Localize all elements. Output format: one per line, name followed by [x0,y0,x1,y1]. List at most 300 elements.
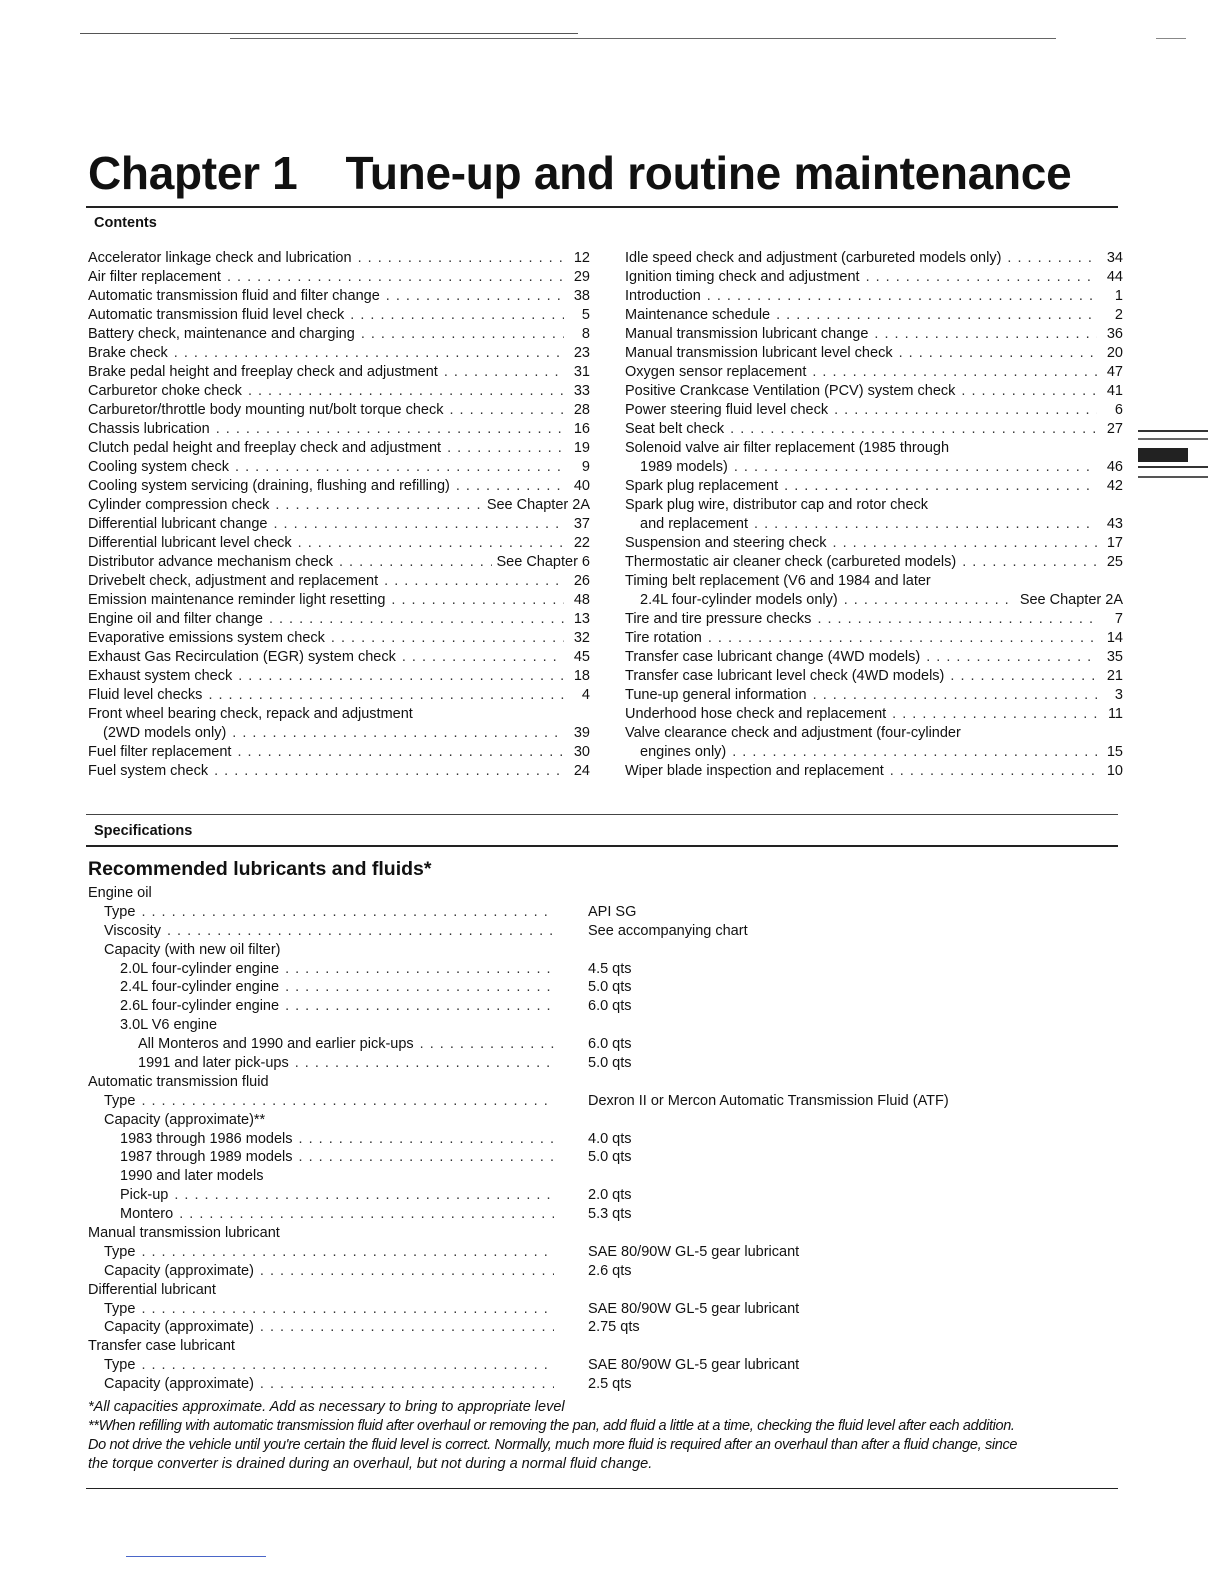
contents-entry-page: 29 [573,269,590,285]
dot-leader [299,1149,554,1165]
dot-leader [812,363,1097,382]
spec-row [88,942,788,961]
contents-entry [625,686,1123,705]
contents-entry-page: 44 [1106,269,1123,285]
contents-entry-title: Tire and tire pressure checks [625,611,812,627]
dot-leader [260,1376,554,1392]
contents-entry [625,610,1123,629]
contents-entry-page: 17 [1106,535,1123,551]
spec-row [88,1168,788,1187]
spec-label: 2.6L four-cylinder engine [120,998,280,1015]
contents-entry-title: Fuel filter replacement [88,744,232,760]
spec-label: 1991 and later pick-ups [138,1055,289,1072]
spec-value: 5.0 qts [588,1055,632,1072]
contents-entry-title: Brake pedal height and freeplay check and adjustment [88,364,438,380]
contents-entry-title: Cylinder compression check [88,497,270,513]
spec-label: Capacity (approximate) [104,1262,254,1279]
dot-leader [834,401,1097,420]
spec-row [88,1131,788,1150]
contents-entry-title: Engine oil and filter change [88,611,263,627]
contents-entry-page: 47 [1106,364,1123,380]
dot-leader [275,496,482,515]
dot-leader [449,401,564,420]
spec-label: 1987 through 1989 models [120,1149,293,1166]
contents-entry [88,382,590,401]
dot-leader [950,667,1097,686]
contents-entry-title: Tune-up general information [625,687,807,703]
contents-entry [625,249,1123,268]
contents-entry [625,553,1123,572]
contents-entry-page: 46 [1106,459,1123,475]
spec-value: 4.5 qts [588,960,632,977]
spec-value: 2.0 qts [588,1187,632,1204]
note-atf-refill-line-3: the torque converter is drained during an overhaul, but not during a normal fluid change. [88,1456,653,1472]
spec-row [88,1300,800,1320]
dot-leader [833,534,1097,553]
dot-leader [141,1357,554,1373]
contents-entry [88,344,590,363]
contents-entry-page: 22 [573,535,590,551]
contents-entry-page: 3 [1114,687,1123,703]
contents-entry-title: Cooling system servicing (draining, flushing and refilling) [88,478,450,494]
contents-entry [625,705,1123,724]
spec-row [88,1263,788,1282]
contents-entry-title: Fluid level checks [88,687,203,703]
spec-row [88,1017,788,1036]
chapter-name: Tune-up and routine maintenance [345,147,1072,199]
dot-leader [874,325,1097,344]
dot-leader [707,287,1097,306]
dot-leader [732,743,1097,762]
contents-entry-page: 4 [581,687,590,703]
dot-leader [285,998,554,1014]
spec-value: SAE 80/90W GL-5 gear lubricant [588,1300,800,1317]
contents-entry [88,572,590,591]
dot-leader [208,686,564,705]
spec-row [88,1338,788,1357]
note-atf-refill-line-1: **When refilling with automatic transmission fluid after overhaul or removing the pan, add fluid a little at a time, checking the fluid level after each addition. [88,1418,1015,1434]
bottom-scan-line [126,1556,266,1557]
contents-entry-page: 6 [1114,402,1123,418]
dot-leader [420,1036,554,1052]
dot-leader [730,420,1097,439]
dot-leader [237,743,564,762]
contents-entry-title: and replacement [640,516,749,532]
dot-leader [962,553,1097,572]
spec-label: 2.0L four-cylinder engine [120,960,280,977]
contents-entry [625,762,1123,781]
contents-entry [625,268,1123,287]
specifications-notes [88,1398,1124,1474]
contents-entry-page: 14 [1106,630,1123,646]
contents-entry-title: Carburetor/throttle body mounting nut/bolt torque check [88,402,444,418]
dot-leader [214,762,564,781]
contents-entry-title: Brake check [88,345,168,361]
chapter-number: Chapter 1 [88,147,298,199]
spec-row [88,1206,788,1225]
contents-entry [625,667,1123,686]
contents-entry-page: 5 [581,307,590,323]
dot-leader [1007,249,1097,268]
chapter-rule [86,206,1118,208]
spec-label: 3.0L V6 engine [120,1017,218,1034]
contents-entry-page: 7 [1114,611,1123,627]
specs-heading-rule [86,845,1118,847]
contents-entry-page: 48 [573,592,590,608]
contents-entry-title: Front wheel bearing check, repack and adjustment [88,706,413,722]
dot-leader [141,904,554,920]
dot-leader [141,1301,554,1317]
contents-entry [88,287,590,306]
dot-leader [350,306,564,325]
dot-leader [776,306,1097,325]
contents-entry-title: Manual transmission lubricant change [625,326,869,342]
contents-entry-title: Distributor advance mechanism check [88,554,333,570]
spec-row [88,1112,788,1131]
spec-label: 1983 through 1986 models [120,1130,293,1147]
contents-entry-title: Cooling system check [88,459,230,475]
dot-leader [734,458,1097,477]
contents-entry-title: Automatic transmission fluid and filter change [88,288,380,304]
contents-entry-title: Carburetor choke check [88,383,242,399]
spec-row [88,1376,788,1395]
contents-entry [625,648,1123,667]
dot-leader [227,268,564,287]
contents-entry-page: 21 [1106,668,1123,684]
contents-entry-page: 2 [1114,307,1123,323]
dot-leader [174,344,564,363]
spec-value: 2.6 qts [588,1262,632,1279]
spec-value: API SG [588,903,637,920]
contents-entry-title: Chassis lubrication [88,421,210,437]
spec-label: Engine oil [88,885,152,901]
dot-leader [238,667,564,686]
dot-leader [358,249,564,268]
dot-leader [866,268,1097,287]
dot-leader [141,1244,554,1260]
contents-entry-title: engines only) [640,744,727,760]
contents-entry [88,306,590,325]
contents-entry [88,477,590,496]
contents-entry-title: Transfer case lubricant level check (4WD models) [625,668,945,684]
contents-entry-title: Transfer case lubricant change (4WD models) [625,649,921,665]
contents-entry-page: 1 [1114,288,1123,304]
dot-leader [174,1187,554,1203]
bottom-rule [86,1488,1118,1489]
dot-leader [273,515,564,534]
contents-entry [625,629,1123,648]
dot-leader [299,1131,554,1147]
contents-entry [625,382,1123,401]
contents-entry-title: Manual transmission lubricant level check [625,345,893,361]
contents-entry [88,553,590,572]
spec-value: 6.0 qts [588,1036,632,1053]
contents-entry-page: 45 [573,649,590,665]
contents-entry [625,325,1123,344]
spec-label: Capacity (approximate) [104,1376,254,1393]
specifications-heading: Specifications [94,823,193,839]
dot-leader [926,648,1097,667]
dot-leader [232,724,564,743]
contents-entry-page: 27 [1106,421,1123,437]
contents-entry [88,420,590,439]
contents-entry-title: Air filter replacement [88,269,221,285]
contents-entry-title: Fuel system check [88,763,209,779]
contents-entry-page: 8 [581,326,590,342]
spec-label: Viscosity [104,922,161,939]
contents-entry [88,629,590,648]
specs-top-rule [86,814,1118,815]
contents-entry-title: Wiper blade inspection and replacement [625,763,884,779]
top-rule-middle [230,38,1056,39]
spec-label: Type [104,1357,136,1374]
spec-value: 2.5 qts [588,1376,632,1393]
contents-entry-title: Thermostatic air cleaner check (carbureted models) [625,554,957,570]
contents-entry-page: 31 [573,364,590,380]
spec-row [88,998,788,1017]
contents-entry-title: Tire rotation [625,630,702,646]
contents-entry [88,363,590,382]
contents-entry-title: Exhaust system check [88,668,233,684]
spec-row [88,1357,800,1376]
contents-entry-title: Seat belt check [625,421,725,437]
spec-value: SAE 80/90W GL-5 gear lubricant [588,1357,800,1374]
contents-entry [625,496,1123,534]
contents-entry-page: 26 [573,573,590,589]
contents-entry-page: 37 [573,516,590,532]
contents-entry [625,477,1123,496]
dot-leader [298,534,564,553]
contents-entry-page: 40 [573,478,590,494]
contents-entry-page: 39 [573,725,590,741]
contents-entry [625,572,1123,610]
spec-label: Automatic transmission fluid [88,1073,269,1090]
dot-leader [141,1093,554,1109]
dot-leader [386,287,564,306]
contents-entry-title: Drivebelt check, adjustment and replacement [88,573,379,589]
dot-leader [295,1055,554,1071]
spec-label: Manual transmission lubricant [88,1225,280,1242]
contents-entry-page: 23 [573,345,590,361]
specifications-list [88,885,949,1395]
contents-entry [625,306,1123,325]
spec-label: Transfer case lubricant [88,1338,235,1355]
contents-entry-title: Clutch pedal height and freeplay check and adjustment [88,440,442,456]
contents-entry [625,287,1123,306]
dot-leader [285,979,554,995]
contents-entry-title: Automatic transmission fluid level check [88,307,345,323]
note-capacities: *All capacities approximate. Add as necessary to bring to appropriate level [88,1399,565,1415]
contents-entry [625,420,1123,439]
spec-value: 6.0 qts [588,998,632,1015]
contents-entry-page: 43 [1106,516,1123,532]
contents-entry-page: 15 [1106,744,1123,760]
contents-entry-title: Differential lubricant change [88,516,268,532]
contents-entry [88,439,590,458]
contents-entry-page: 24 [573,763,590,779]
dot-leader [754,515,1097,534]
spec-row [88,904,788,923]
spec-row [88,961,788,980]
dot-leader [402,648,564,667]
spec-row [88,923,788,942]
spec-value: 2.75 qts [588,1319,640,1336]
spec-value: 4.0 qts [588,1130,632,1147]
contents-entry-title: Oxygen sensor replacement [625,364,807,380]
contents-entry-page: 11 [1107,706,1123,722]
spec-label: Pick-up [120,1187,169,1204]
spec-row [88,1149,788,1168]
dot-leader [361,325,564,344]
contents-entry-title: Exhaust Gas Recirculation (EGR) system check [88,649,396,665]
contents-right-column [625,249,1123,781]
contents-entry [88,762,590,781]
contents-entry [88,686,590,705]
spec-value: 5.3 qts [588,1206,632,1223]
spec-row [88,1187,788,1206]
spec-label: Type [104,1243,136,1260]
contents-entry-page: 41 [1106,383,1123,399]
dot-leader [892,705,1097,724]
contents-entry [88,325,590,344]
spec-row [88,1319,788,1338]
spec-row [88,1243,800,1263]
spec-label: All Monteros and 1990 and earlier pick-ups [138,1036,414,1053]
dot-leader [216,420,564,439]
dot-leader [285,961,554,977]
dot-leader [339,553,492,572]
contents-entry [88,705,590,743]
contents-entry-page: 10 [1106,763,1123,779]
spec-value: See accompanying chart [588,922,748,939]
contents-entry [88,268,590,287]
dot-leader [331,629,564,648]
spec-label: 2.4L four-cylinder engine [120,979,280,996]
dot-leader [708,629,1097,648]
spec-label: Differential lubricant [88,1281,216,1298]
dot-leader [844,591,1016,610]
spec-label: Type [104,1092,136,1109]
contents-entry-page: 13 [573,611,590,627]
dot-leader [444,363,564,382]
dot-leader [269,610,564,629]
contents-entry-title: Introduction [625,288,701,304]
contents-entry [88,667,590,686]
dot-leader [260,1263,554,1279]
contents-entry [625,724,1123,762]
contents-entry-title: Accelerator linkage check and lubrication [88,250,352,266]
note-atf-refill-line-2: Do not drive the vehicle until you're certain the fluid level is correct. Normally, much more fluid is required after an overhaul than after a fluid change, since [88,1437,1018,1453]
dot-leader [813,686,1097,705]
contents-entry-page: 28 [573,402,590,418]
contents-entry-title: Differential lubricant level check [88,535,292,551]
contents-entry-title: Positive Crankcase Ventilation (PCV) system check [625,383,956,399]
contents-entry-page: 16 [573,421,590,437]
contents-left-column [88,249,590,781]
contents-entry-page: 42 [1106,478,1123,494]
contents-entry-title: Suspension and steering check [625,535,827,551]
dot-leader [235,458,564,477]
spec-value: 5.0 qts [588,1149,632,1166]
contents-entry-page: 36 [1106,326,1123,342]
contents-entry [88,496,590,515]
dot-leader [391,591,564,610]
spec-label: Capacity (approximate)** [104,1111,266,1128]
contents-entry-page: 34 [1106,250,1123,266]
spec-value: 5.0 qts [588,979,632,996]
contents-entry-page: 18 [573,668,590,684]
spec-row [88,1092,949,1112]
spec-label: Type [104,1300,136,1317]
contents-entry-title: (2WD models only) [103,725,227,741]
contents-entry-page: 19 [573,440,590,456]
contents-entry-title: 2.4L four-cylinder models only) [640,592,838,608]
contents-entry-title: Maintenance schedule [625,307,771,323]
contents-entry-page: 35 [1106,649,1123,665]
contents-entry-title: Emission maintenance reminder light resetting [88,592,386,608]
dot-leader [260,1319,554,1335]
spec-row [88,1036,788,1055]
contents-entry [625,344,1123,363]
spec-label: Montero [120,1206,174,1223]
contents-entry [88,515,590,534]
dot-leader [961,382,1097,401]
spec-value: Dexron II or Mercon Automatic Transmission Fluid (ATF) [588,1092,949,1109]
contents-entry-page: 38 [573,288,590,304]
contents-entry-title: Underhood hose check and replacement [625,706,887,722]
contents-entry [88,591,590,610]
contents-entry-page: See Chapter 2A [486,497,590,513]
spec-label: Capacity (approximate) [104,1319,254,1336]
contents-entry-title: Battery check, maintenance and charging [88,326,355,342]
spec-row [88,1055,788,1074]
spec-row [88,1074,788,1093]
contents-entry-title: 1989 models) [640,459,728,475]
spec-label: Type [104,903,136,920]
contents-entry-page: See Chapter 6 [496,554,590,570]
contents-entry [88,534,590,553]
contents-entry [625,401,1123,420]
dot-leader [899,344,1097,363]
spec-row [88,979,788,998]
contents-entry [88,249,590,268]
dot-leader [817,610,1097,629]
contents-entry-title: Spark plug replacement [625,478,779,494]
contents-entry-page: 25 [1106,554,1123,570]
dot-leader [447,439,564,458]
spec-row [88,885,788,904]
spec-label: Capacity (with new oil filter) [104,941,281,958]
contents-entry-title: Ignition timing check and adjustment [625,269,860,285]
contents-entry-title: Power steering fluid level check [625,402,829,418]
contents-entry-page: 32 [573,630,590,646]
contents-entry [625,363,1123,382]
dot-leader [456,477,564,496]
contents-entry-title: Solenoid valve air filter replacement (1985 through [625,440,950,456]
spec-row [88,1282,788,1301]
contents-entry [88,610,590,629]
dot-leader [384,572,564,591]
contents-entry [88,401,590,420]
contents-entry-title: Idle speed check and adjustment (carbureted models only) [625,250,1002,266]
top-rule-right [1156,38,1186,39]
dot-leader [890,762,1097,781]
recommended-fluids-heading: Recommended lubricants and fluids* [88,858,432,880]
dot-leader [784,477,1097,496]
dot-leader [179,1206,554,1222]
contents-entry [88,458,590,477]
contents-entry-title: Valve clearance check and adjustment (four-cylinder [625,725,961,741]
